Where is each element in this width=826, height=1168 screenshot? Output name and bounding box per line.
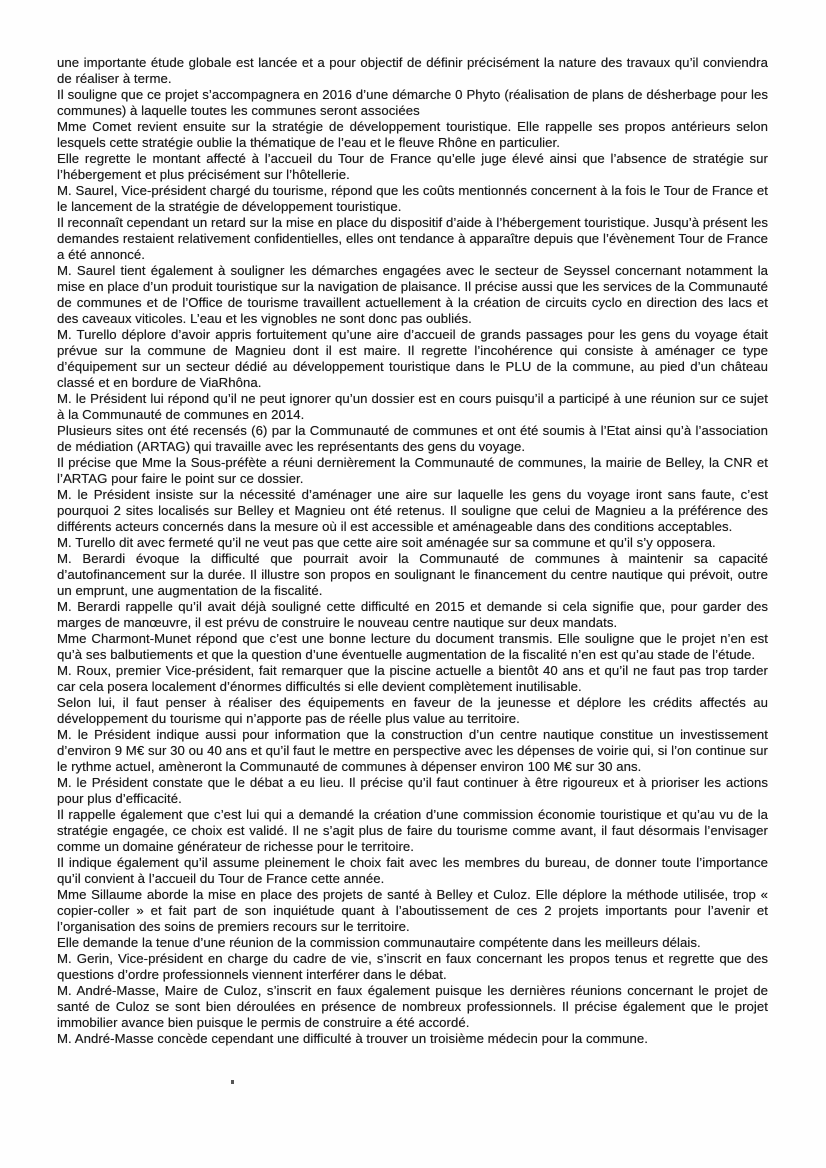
paragraph: M. le Président lui répond qu’il ne peut ignorer qu’un dossier est en cours puisqu’il a participé à une réunion sur ce sujet à la Communauté de communes en 2014.: [57, 391, 768, 422]
paragraph: M. Saurel tient également à souligner les démarches engagées avec le secteur de Seyssel concernant notamment la mise en place d’un produit touristique sur la navigation de plaisance. Il précise aussi que les services de la Communauté de communes et de l’Office de tourisme travaillent actuellement à la création de circuits cyclo en direction des lacs et des caveaux viticoles. L’eau et les vignobles ne sont donc pas oubliés.: [57, 263, 768, 326]
paragraph: Elle regrette le montant affecté à l’accueil du Tour de France qu’elle juge élevé ainsi que l’absence de stratégie sur l’hébergement et plus précisément sur l’hôtellerie.: [57, 151, 768, 182]
paragraph: M. Berardi évoque la difficulté que pourrait avoir la Communauté de communes à maintenir sa capacité d’autofinancement sur la durée. Il illustre son propos en soulignant le financement du centre nautique qui prévoit, outre un emprunt, une augmentation de la fiscalité.: [57, 551, 768, 598]
paragraph: Selon lui, il faut penser à réaliser des équipements en faveur de la jeunesse et déplore les crédits affectés au développement du tourisme qui n’apporte pas de réelle plus value au territoire.: [57, 695, 768, 726]
paragraph: M. André-Masse, Maire de Culoz, s’inscrit en faux également puisque les dernières réunions concernant le projet de santé de Culoz se sont bien déroulées en présence de nombreux professionnels. Il précise également que le projet immobilier avance bien puisque le permis de construire a été accordé.: [57, 983, 768, 1030]
paragraph: Il rappelle également que c’est lui qui a demandé la création d’une commission économie touristique et qu’au vu de la stratégie engagée, ce choix est validé. Il ne s’agit plus de faire du tourisme comme avant, il faut désormais l’envisager comme un domaine générateur de richesse pour le territoire.: [57, 807, 768, 854]
paragraph: M. Gerin, Vice-président en charge du cadre de vie, s’inscrit en faux concernant les propos tenus et regrette que des questions d’ordre professionnels viennent interférer dans le débat.: [57, 951, 768, 982]
paragraph: Mme Sillaume aborde la mise en place des projets de santé à Belley et Culoz. Elle déplore la méthode utilisée, trop « copier-coller » et fait part de son inquiétude quant à l’aboutissement de ces 2 projets importants pour l’avenir et l’organisation des soins de premiers recours sur le territoire.: [57, 887, 768, 934]
paragraph: M. Roux, premier Vice-président, fait remarquer que la piscine actuelle a bientôt 40 ans et qu’il ne faut pas trop tarder car cela posera localement d’énormes difficultés si elle devient complètement inutilisable.: [57, 663, 768, 694]
paragraph: M. Turello dit avec fermeté qu’il ne veut pas que cette aire soit aménagée sur sa commune et qu’il s’y opposera.: [57, 535, 716, 550]
paragraph: Il indique également qu’il assume pleinement le choix fait avec les membres du bureau, de donner toute l’importance qu’il convient à l’accueil du Tour de France cette année.: [57, 855, 768, 886]
paragraph: M. Turello déplore d’avoir appris fortuitement qu’une aire d’accueil de grands passages pour les gens du voyage était prévue sur la commune de Magnieu dont il est maire. Il regrette l’incohérence qui consiste à aménager ce type d’équipement sur un secteur dédié au développement touristique dans le PLU de la commune, au pied d’un château classé et en bordure de ViaRhôna.: [57, 327, 768, 390]
paragraph: M. le Président indique aussi pour information que la construction d’un centre nautique constitue un investissement d’environ 9 M€ sur 30 ou 40 ans et qu’il faut le mettre en perspective avec les dépenses de voirie qui, si l’on continue sur le rythme actuel, amèneront la Communauté de communes à dépenser environ 100 M€ sur 30 ans.: [57, 727, 768, 774]
scan-speck: [231, 1080, 234, 1084]
paragraph: M. Saurel, Vice-président chargé du tourisme, répond que les coûts mentionnés concernent à la fois le Tour de France et le lancement de la stratégie de développement touristique.: [57, 183, 768, 214]
paragraph: M. André-Masse concède cependant une difficulté à trouver un troisième médecin pour la commune.: [57, 1031, 648, 1046]
paragraph: M. Berardi rappelle qu’il avait déjà souligné cette difficulté en 2015 et demande si cela signifie que, pour garder des marges de manœuvre, il est prévu de construire le nouveau centre nautique sur deux mandats.: [57, 599, 768, 630]
paragraph: Il précise que Mme la Sous-préfète a réuni dernièrement la Communauté de communes, la mairie de Belley, la CNR et l’ARTAG pour faire le point sur ce dossier.: [57, 455, 768, 486]
paragraph: Il reconnaît cependant un retard sur la mise en place du dispositif d’aide à l’hébergement touristique. Jusqu’à présent les demandes restaient relativement confidentielles, elles ont tendance à apparaître depuis que l’évènement Tour de France a été annoncé.: [57, 215, 768, 262]
paragraph: Plusieurs sites ont été recensés (6) par la Communauté de communes et ont été soumis à l’Etat ainsi qu’à l’association de médiation (ARTAG) qui travaille avec les représentants des gens du voyage.: [57, 423, 768, 454]
paragraph: M. le Président constate que le débat a eu lieu. Il précise qu’il faut continuer à être rigoureux et à prioriser les actions pour plus d’efficacité.: [57, 775, 768, 806]
paragraph: une importante étude globale est lancée et a pour objectif de définir précisément la nature des travaux qu’il conviendra de réaliser à terme.: [57, 55, 768, 86]
paragraph: Mme Charmont-Munet répond que c’est une bonne lecture du document transmis. Elle souligne que le projet n’en est qu’à ses balbutiements et que la question d’une éventuelle augmentation de la fiscalité n’en est qu’au stade de l’étude.: [57, 631, 768, 662]
paragraph: Elle demande la tenue d’une réunion de la commission communautaire compétente dans les meilleurs délais.: [57, 935, 701, 950]
meeting-minutes-text: [57, 55, 768, 1047]
paragraph: Mme Comet revient ensuite sur la stratégie de développement touristique. Elle rappelle ses propos antérieurs selon lesquels cette stratégie oublie la thématique de l’eau et le fleuve Rhône en particulier.: [57, 119, 768, 150]
paragraph: Il souligne que ce projet s’accompagnera en 2016 d’une démarche 0 Phyto (réalisation de plans de désherbage pour les communes) à laquelle toutes les communes seront associées: [57, 87, 768, 118]
paragraph: M. le Président insiste sur la nécessité d’aménager une aire sur laquelle les gens du voyage iront sans faute, c’est pourquoi 2 sites localisés sur Belley et Magnieu ont été retenus. Il souligne que celui de Magnieu a la préférence des différents acteurs concernés dans la mesure où il est accessible et aménageable dans des conditions acceptables.: [57, 487, 768, 534]
